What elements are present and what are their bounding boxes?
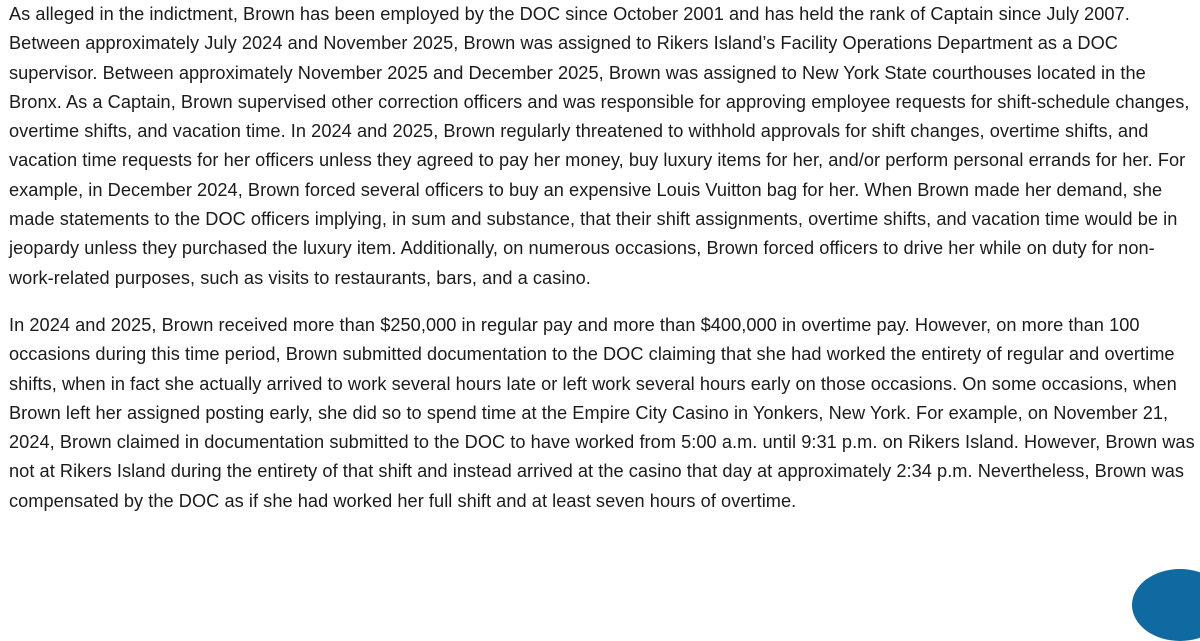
paragraph-pay-fraud: In 2024 and 2025, Brown received more than $250,000 in regular pay and more than $400,000 in overtime pay. However, on more than 100 occasions during this time period, Brown submitted documentation to the DOC claiming that she had worked the entirety of regular and overtime shifts, when in fact she actually arrived to work several hours late or left work several hours early on those occasions. On some occasions, when Brown left her assigned posting early, she did so to spend time at the Empire City Casino in Yonkers, New York. For example, on November 21, 2024, Brown claimed in documentation submitted to the DOC to have worked from 5:00 a.m. until 9:31 p.m. on Rikers Island. However, Brown was not at Rikers Island during the entirety of that shift and instead arrived at the casino that day at approximately 2:34 p.m. Nevertheless, Brown was compensated by the DOC as if she had worked her full shift and at least seven hours of overtime.	[9, 314, 1195, 511]
floating-action-button[interactable]	[1132, 569, 1200, 641]
article-body	[9, 0, 1195, 516]
paragraph-indictment-allegations: As alleged in the indictment, Brown has been employed by the DOC since October 2001 and has held the rank of Captain since July 2007. Between approximately July 2024 and November 2025, Brown was assigned to Rikers Island’s Facility Operations Department as a DOC supervisor. Between approximately November 2025 and December 2025, Brown was assigned to New York State courthouses located in the Bronx. As a Captain, Brown supervised other correction officers and was responsible for approving employee requests for shift-schedule changes, overtime shifts, and vacation time. In 2024 and 2025, Brown regularly threatened to withhold approvals for shift changes, overtime shifts, and vacation time requests for her officers unless they agreed to pay her money, buy luxury items for her, and/or perform personal errands for her. For example, in December 2024, Brown forced several officers to buy an expensive Louis Vuitton bag for her. When Brown made her demand, she made statements to the DOC officers implying, in sum and substance, that their shift assignments, overtime shifts, and vacation time would be in jeopardy unless they purchased the luxury item. Additionally, on numerous occasions, Brown forced officers to drive her while on duty for non-work-related purposes, such as visits to restaurants, bars, and a casino.	[9, 4, 1190, 288]
